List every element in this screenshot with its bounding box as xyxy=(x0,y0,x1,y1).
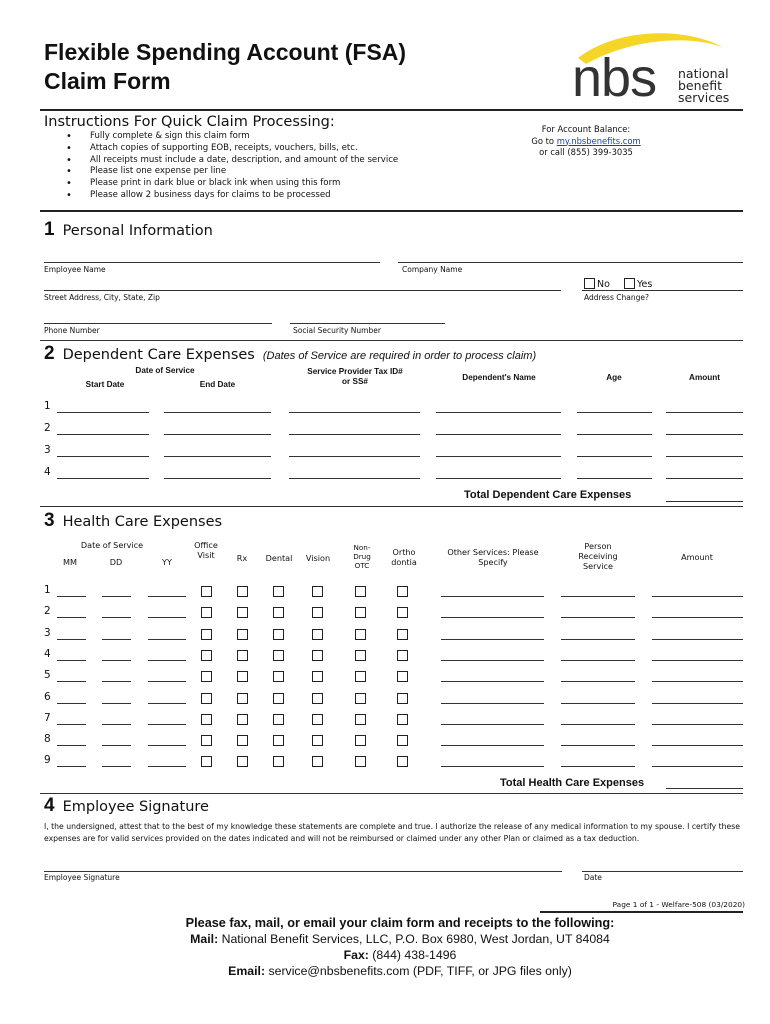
non-drug-otc-checkbox[interactable] xyxy=(355,629,366,640)
logo-sub-services: services xyxy=(678,90,730,105)
rx-checkbox[interactable] xyxy=(237,671,248,682)
no-label: No xyxy=(597,279,610,290)
other-services-field[interactable] xyxy=(441,639,544,640)
instructions-list xyxy=(66,131,398,202)
hc-col-rx: Rx xyxy=(236,553,248,563)
amount-field[interactable] xyxy=(652,681,743,682)
dependent-name-field[interactable] xyxy=(436,456,561,457)
col-provider-tax-id xyxy=(285,367,425,387)
dental-checkbox[interactable] xyxy=(273,714,284,725)
section-number: 2 xyxy=(44,343,55,364)
col-end-date: End Date xyxy=(199,380,236,389)
row-number: 4 xyxy=(44,648,51,660)
office-visit-checkbox[interactable] xyxy=(201,586,212,597)
nondrug-line-2: Drug xyxy=(353,552,371,561)
row-number: 1 xyxy=(44,584,51,596)
dd-field[interactable] xyxy=(102,724,131,725)
provider-tax-id-field[interactable] xyxy=(289,478,420,479)
orthodontia-checkbox[interactable] xyxy=(397,607,408,618)
balance-website-line xyxy=(506,136,666,148)
yy-field[interactable] xyxy=(148,639,186,640)
mail-value: National Benefit Services, LLC, P.O. Box 6980, West Jordan, UT 84084 xyxy=(218,932,610,946)
nondrug-line-3: OTC xyxy=(354,561,370,570)
dental-checkbox[interactable] xyxy=(273,735,284,746)
dd-field[interactable] xyxy=(102,639,131,640)
non-drug-otc-checkbox[interactable] xyxy=(355,756,366,767)
email-value: service@nbsbenefits.com (PDF, TIFF, or JPG files only) xyxy=(265,964,572,978)
logo-sub-national: national xyxy=(678,66,729,81)
office-visit-checkbox[interactable] xyxy=(201,607,212,618)
col-amount: Amount xyxy=(689,373,720,382)
divider xyxy=(40,109,743,111)
hc-col-date-of-service: Date of Service xyxy=(80,540,144,550)
divider xyxy=(40,210,743,212)
amount-field[interactable] xyxy=(666,478,743,479)
section-title: Dependent Care Expenses xyxy=(62,347,255,363)
rx-checkbox[interactable] xyxy=(237,629,248,640)
row-number: 6 xyxy=(44,691,51,703)
mm-field[interactable] xyxy=(57,745,86,746)
yy-field[interactable] xyxy=(148,703,186,704)
person-receiving-field[interactable] xyxy=(561,639,635,640)
logo-subtitle xyxy=(678,68,729,104)
provider-line-1: Service Provider Tax ID# xyxy=(307,367,403,376)
start-date-field[interactable] xyxy=(57,434,149,435)
mm-field[interactable] xyxy=(57,703,86,704)
office-visit-checkbox[interactable] xyxy=(201,671,212,682)
start-date-field[interactable] xyxy=(57,478,149,479)
start-date-field[interactable] xyxy=(57,412,149,413)
yy-field[interactable] xyxy=(148,766,186,767)
hc-col-yy: YY xyxy=(162,557,172,567)
dd-field[interactable] xyxy=(102,596,131,597)
ortho-line-2: dontia xyxy=(391,557,417,567)
hc-col-dental: Dental xyxy=(265,553,293,563)
section-1-heading xyxy=(44,219,213,241)
dd-field[interactable] xyxy=(102,617,131,618)
orthodontia-checkbox[interactable] xyxy=(397,629,408,640)
street-address-field[interactable] xyxy=(44,290,561,291)
phone-number-field[interactable] xyxy=(44,323,272,324)
dd-field[interactable] xyxy=(102,660,131,661)
divider xyxy=(40,340,743,341)
yy-field[interactable] xyxy=(148,596,186,597)
non-drug-otc-checkbox[interactable] xyxy=(355,714,366,725)
rx-checkbox[interactable] xyxy=(237,735,248,746)
row-number: 3 xyxy=(44,627,51,639)
other-line-2: Specify xyxy=(478,557,508,567)
dental-checkbox[interactable] xyxy=(273,586,284,597)
provider-tax-id-field[interactable] xyxy=(289,434,420,435)
person-receiving-field[interactable] xyxy=(561,745,635,746)
instruction-item: • Please print in dark blue or black ink when using this form xyxy=(66,178,398,190)
rx-checkbox[interactable] xyxy=(237,586,248,597)
row-number: 1 xyxy=(44,400,51,412)
vision-checkbox[interactable] xyxy=(312,586,323,597)
non-drug-otc-checkbox[interactable] xyxy=(355,586,366,597)
amount-field[interactable] xyxy=(652,745,743,746)
submission-heading: Please fax, mail, or email your claim form and receipts to the following: xyxy=(185,916,615,930)
balance-heading: For Account Balance: xyxy=(541,124,631,134)
attestation-text: I, the undersigned, attest that to the best of my knowledge these statements are complete and true. I authorize the release of any medical information to my spouse. I certify these expenses are for valid services provided on the dates indicated and will not be reimbursed or claimed under any other Plan or claimed as a tax deduction. xyxy=(44,822,740,843)
address-change-label: Address Change? xyxy=(584,293,649,302)
logo-sub-benefit: benefit xyxy=(678,78,723,93)
section-title: Personal Information xyxy=(62,223,213,239)
end-date-field[interactable] xyxy=(164,412,271,413)
signature-date-field[interactable] xyxy=(582,871,743,872)
col-start-date: Start Date xyxy=(85,380,125,389)
divider xyxy=(40,793,743,794)
row-number: 3 xyxy=(44,444,51,456)
company-name-label: Company Name xyxy=(402,265,463,274)
section-3-heading xyxy=(44,510,222,532)
office-visit-checkbox[interactable] xyxy=(201,629,212,640)
mm-field[interactable] xyxy=(57,724,86,725)
submission-info xyxy=(80,915,720,979)
other-line-1: Other Services: Please xyxy=(447,547,539,557)
yy-field[interactable] xyxy=(148,745,186,746)
email-line xyxy=(80,963,720,979)
section-number: 4 xyxy=(44,795,55,816)
hc-col-mm: MM xyxy=(63,557,77,567)
rx-checkbox[interactable] xyxy=(237,756,248,767)
ssn-field[interactable] xyxy=(290,323,445,324)
orthodontia-checkbox[interactable] xyxy=(397,756,408,767)
start-date-field[interactable] xyxy=(57,456,149,457)
vision-checkbox[interactable] xyxy=(312,629,323,640)
rx-checkbox[interactable] xyxy=(237,650,248,661)
yy-field[interactable] xyxy=(148,724,186,725)
section-title: Employee Signature xyxy=(62,799,209,815)
vision-checkbox[interactable] xyxy=(312,607,323,618)
row-number: 5 xyxy=(44,669,51,681)
orthodontia-checkbox[interactable] xyxy=(397,650,408,661)
mm-field[interactable] xyxy=(57,660,86,661)
orthodontia-checkbox[interactable] xyxy=(397,586,408,597)
provider-tax-id-field[interactable] xyxy=(289,456,420,457)
orthodontia-checkbox[interactable] xyxy=(397,693,408,704)
end-date-field[interactable] xyxy=(164,478,271,479)
rx-checkbox[interactable] xyxy=(237,714,248,725)
vision-checkbox[interactable] xyxy=(312,756,323,767)
vision-checkbox[interactable] xyxy=(312,714,323,725)
address-change-line xyxy=(582,290,743,291)
dependent-name-field[interactable] xyxy=(436,434,561,435)
row-number: 8 xyxy=(44,733,51,745)
hc-col-orthodontia xyxy=(384,547,424,567)
mm-field[interactable] xyxy=(57,617,86,618)
dental-checkbox[interactable] xyxy=(273,671,284,682)
nbs-logo xyxy=(568,28,748,112)
instructions-title: Instructions For Quick Claim Processing: xyxy=(44,114,335,130)
row-number: 2 xyxy=(44,422,51,434)
row-number: 4 xyxy=(44,466,51,478)
fax-value: (844) 438-1496 xyxy=(368,948,457,962)
dependent-name-field[interactable] xyxy=(436,478,561,479)
section-2-heading xyxy=(44,343,536,365)
yy-field[interactable] xyxy=(148,660,186,661)
fax-line xyxy=(80,947,720,963)
dental-checkbox[interactable] xyxy=(273,756,284,767)
person-receiving-field[interactable] xyxy=(561,681,635,682)
provider-line-2: or SS# xyxy=(342,377,368,386)
employee-name-field[interactable] xyxy=(44,262,380,263)
dental-checkbox[interactable] xyxy=(273,607,284,618)
section-4-heading xyxy=(44,795,209,817)
person-receiving-field[interactable] xyxy=(561,660,635,661)
end-date-field[interactable] xyxy=(164,434,271,435)
non-drug-otc-checkbox[interactable] xyxy=(355,650,366,661)
phone-number-label: Phone Number xyxy=(44,326,100,335)
age-field[interactable] xyxy=(577,412,652,413)
ortho-line-1: Ortho xyxy=(392,547,416,557)
amount-field[interactable] xyxy=(666,456,743,457)
total-health-care-field[interactable] xyxy=(666,788,743,789)
person-line-2: Receiving xyxy=(578,551,618,561)
total-dependent-care-label: Total Dependent Care Expenses xyxy=(464,489,632,501)
balance-link[interactable]: my.nbsbenefits.com xyxy=(556,135,641,146)
ssn-label: Social Security Number xyxy=(293,326,381,335)
vision-checkbox[interactable] xyxy=(312,693,323,704)
mail-label: Mail: xyxy=(190,932,219,946)
section-number: 3 xyxy=(44,510,55,531)
logo-wordmark: nbs xyxy=(572,48,657,108)
age-field[interactable] xyxy=(577,478,652,479)
address-change-no-checkbox[interactable] xyxy=(584,278,595,289)
hc-col-amount: Amount xyxy=(681,552,713,562)
amount-field[interactable] xyxy=(652,617,743,618)
title-line-1: Flexible Spending Account (FSA) xyxy=(44,39,407,65)
person-receiving-field[interactable] xyxy=(561,617,635,618)
employee-signature-field[interactable] xyxy=(44,871,562,872)
yy-field[interactable] xyxy=(148,617,186,618)
hc-col-office-visit xyxy=(188,540,224,560)
orthodontia-checkbox[interactable] xyxy=(397,735,408,746)
instruction-item: • Please allow 2 business days for claims to be processed xyxy=(66,190,398,202)
amount-field[interactable] xyxy=(652,766,743,767)
hc-col-person-receiving xyxy=(562,541,634,571)
email-label: Email: xyxy=(228,964,266,978)
nondrug-line-1: Non- xyxy=(353,543,371,552)
hc-col-dd: DD xyxy=(109,557,123,567)
page-info: Page 1 of 1 - Welfare-508 (03/2020) xyxy=(612,900,745,909)
address-change-yes-checkbox[interactable] xyxy=(624,278,635,289)
person-receiving-field[interactable] xyxy=(561,596,635,597)
balance-go-text: Go to xyxy=(531,135,557,146)
company-name-field[interactable] xyxy=(398,262,743,263)
amount-field[interactable] xyxy=(652,660,743,661)
dental-checkbox[interactable] xyxy=(273,693,284,704)
amount-field[interactable] xyxy=(652,596,743,597)
hc-col-non-drug-otc xyxy=(344,543,380,570)
amount-field[interactable] xyxy=(652,703,743,704)
office-line-1: Office xyxy=(194,540,218,550)
street-address-label: Street Address, City, State, Zip xyxy=(44,293,160,302)
instruction-item: • Fully complete & sign this claim form xyxy=(66,131,398,143)
hc-col-vision: Vision xyxy=(305,553,331,563)
non-drug-otc-checkbox[interactable] xyxy=(355,693,366,704)
section-number: 1 xyxy=(44,219,55,240)
person-line-3: Service xyxy=(583,561,613,571)
total-health-care-label: Total Health Care Expenses xyxy=(500,777,645,789)
dependent-name-field[interactable] xyxy=(436,412,561,413)
yes-label: Yes xyxy=(637,279,653,290)
amount-field[interactable] xyxy=(652,724,743,725)
provider-tax-id-field[interactable] xyxy=(289,412,420,413)
signature-date-label: Date xyxy=(584,873,602,882)
vision-checkbox[interactable] xyxy=(312,650,323,661)
other-services-field[interactable] xyxy=(441,596,544,597)
orthodontia-checkbox[interactable] xyxy=(397,714,408,725)
office-visit-checkbox[interactable] xyxy=(201,714,212,725)
amount-field[interactable] xyxy=(666,412,743,413)
office-visit-checkbox[interactable] xyxy=(201,650,212,661)
vision-checkbox[interactable] xyxy=(312,671,323,682)
instruction-item: • Please list one expense per line xyxy=(66,166,398,178)
employee-name-label: Employee Name xyxy=(44,265,106,274)
total-dependent-care-field[interactable] xyxy=(666,501,743,502)
office-visit-checkbox[interactable] xyxy=(201,735,212,746)
dental-checkbox[interactable] xyxy=(273,629,284,640)
mail-line xyxy=(80,931,720,947)
divider xyxy=(540,911,743,913)
instruction-item: • Attach copies of supporting EOB, receipts, vouchers, bills, etc. xyxy=(66,143,398,155)
section-title: Health Care Expenses xyxy=(62,514,223,530)
form-title xyxy=(44,38,406,96)
other-services-field[interactable] xyxy=(441,681,544,682)
mm-field[interactable] xyxy=(57,596,86,597)
employee-signature-label: Employee Signature xyxy=(44,873,120,882)
balance-phone: or call (855) 399-3035 xyxy=(539,147,633,157)
vision-checkbox[interactable] xyxy=(312,735,323,746)
other-services-field[interactable] xyxy=(441,766,544,767)
person-receiving-field[interactable] xyxy=(561,703,635,704)
yy-field[interactable] xyxy=(148,681,186,682)
other-services-field[interactable] xyxy=(441,703,544,704)
hc-col-other-services xyxy=(438,547,548,567)
instruction-item: • All receipts must include a date, description, and amount of the service xyxy=(66,155,398,167)
amount-field[interactable] xyxy=(666,434,743,435)
non-drug-otc-checkbox[interactable] xyxy=(355,607,366,618)
title-line-2: Claim Form xyxy=(44,68,171,94)
dental-checkbox[interactable] xyxy=(273,650,284,661)
other-services-field[interactable] xyxy=(441,724,544,725)
end-date-field[interactable] xyxy=(164,456,271,457)
age-field[interactable] xyxy=(577,434,652,435)
account-balance-info xyxy=(506,124,666,159)
other-services-field[interactable] xyxy=(441,660,544,661)
mm-field[interactable] xyxy=(57,639,86,640)
other-services-field[interactable] xyxy=(441,617,544,618)
rx-checkbox[interactable] xyxy=(237,607,248,618)
dd-field[interactable] xyxy=(102,703,131,704)
row-number: 2 xyxy=(44,605,51,617)
person-line-1: Person xyxy=(584,541,612,551)
dd-field[interactable] xyxy=(102,766,131,767)
mm-field[interactable] xyxy=(57,681,86,682)
row-number: 7 xyxy=(44,712,51,724)
person-receiving-field[interactable] xyxy=(561,724,635,725)
orthodontia-checkbox[interactable] xyxy=(397,671,408,682)
office-visit-checkbox[interactable] xyxy=(201,693,212,704)
divider xyxy=(40,506,743,507)
office-visit-checkbox[interactable] xyxy=(201,756,212,767)
col-date-of-service: Date of Service xyxy=(135,366,195,375)
row-number: 9 xyxy=(44,754,51,766)
person-receiving-field[interactable] xyxy=(561,766,635,767)
col-dependent-name: Dependent's Name xyxy=(462,373,536,382)
mm-field[interactable] xyxy=(57,766,86,767)
amount-field[interactable] xyxy=(652,639,743,640)
section-note: (Dates of Service are required in order to process claim) xyxy=(262,350,537,362)
dd-field[interactable] xyxy=(102,745,131,746)
rx-checkbox[interactable] xyxy=(237,693,248,704)
fax-label: Fax: xyxy=(343,948,369,962)
non-drug-otc-checkbox[interactable] xyxy=(355,735,366,746)
dd-field[interactable] xyxy=(102,681,131,682)
non-drug-otc-checkbox[interactable] xyxy=(355,671,366,682)
col-age: Age xyxy=(606,373,622,382)
age-field[interactable] xyxy=(577,456,652,457)
office-line-2: Visit xyxy=(197,550,215,560)
other-services-field[interactable] xyxy=(441,745,544,746)
